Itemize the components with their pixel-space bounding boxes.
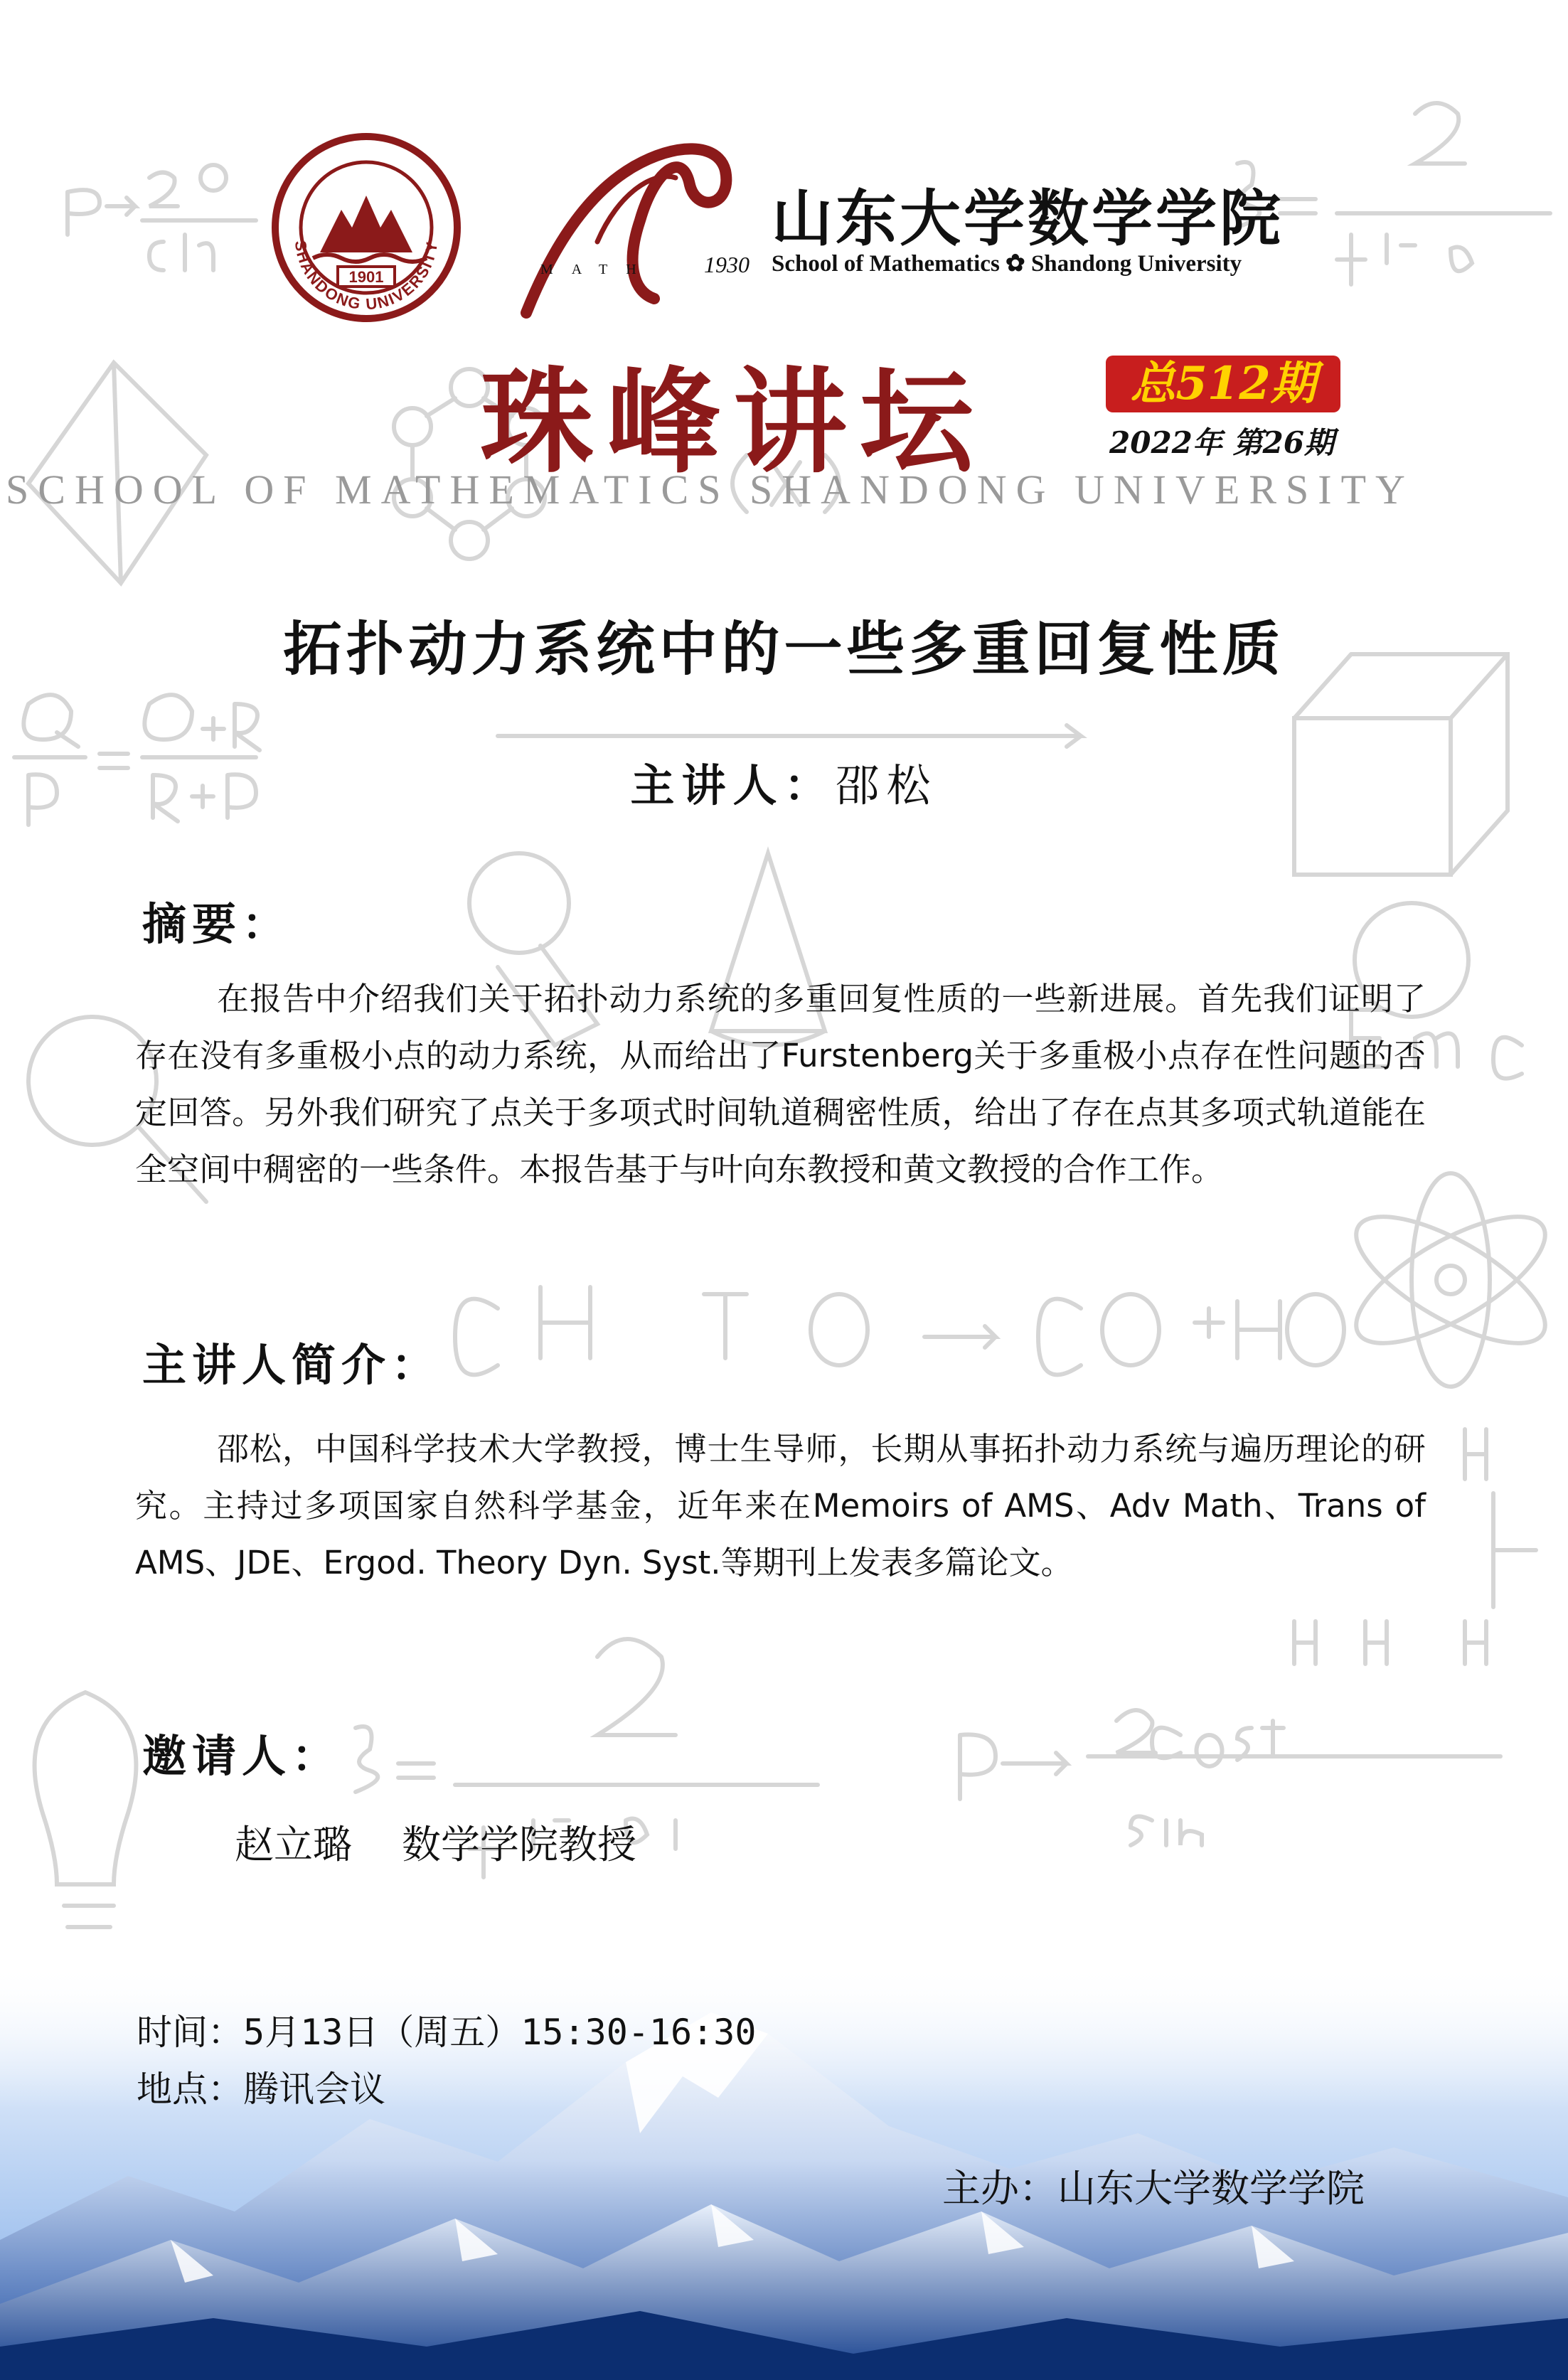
abstract-text: 在报告中介绍我们关于拓扑动力系统的多重回复性质的一些新进展。首先我们证明了存在没有多重极小点的动力系统，从而给出了Furstenberg关于多重极小点存在性问题的否定回答。另外我们研究了点关于多项式时间轨道稠密性质，给出了存在点其多项式轨道能在全空间中稠密的一些条件。本报告基于与叶向东教授和黄文教授的合作工作。 bbox=[135, 980, 1426, 1188]
svg-text:SHANDONG UNIVERSITY: SHANDONG UNIVERSITY bbox=[291, 239, 442, 314]
flower-bullet-icon: ✿ bbox=[1006, 251, 1025, 277]
abstract-heading: 摘要： bbox=[142, 898, 292, 950]
bio-text: 邵松，中国科学技术大学教授，博士生导师，长期从事拓扑动力系统与遍历理论的研究。主持过多项国家自然科学基金，近年来在Memoirs of AMS、Adv Math、Trans of AMS、JDE、Ergod. Theory Dyn. Syst.等期刊上发表多篇论文。 bbox=[135, 1430, 1426, 1581]
talk-title: 拓扑动力系统中的一些多重回复性质 bbox=[283, 616, 1285, 683]
event-time: 时间：5月13日（周五）15:30-16:30 bbox=[137, 2012, 757, 2053]
founding-year: 1930 bbox=[704, 252, 750, 277]
shandong-university-seal-icon bbox=[270, 132, 462, 324]
school-name-en: School of Mathematics ✿ Shandong University bbox=[772, 251, 1242, 277]
speaker-line bbox=[0, 750, 1568, 813]
forum-title: 珠峰讲坛 bbox=[480, 355, 987, 489]
inviter bbox=[235, 1813, 686, 1869]
speaker-label: 主讲人： bbox=[630, 759, 836, 811]
inviter-heading: 邀请人： bbox=[142, 1730, 342, 1782]
math-word: MATH bbox=[540, 262, 655, 277]
bio-heading: 主讲人简介： bbox=[142, 1339, 442, 1391]
svg-text:1901: 1901 bbox=[348, 268, 384, 286]
inviter-title: 数学学院教授 bbox=[402, 1822, 637, 1867]
math-flourish-logo-icon bbox=[512, 128, 740, 320]
speaker-name: 邵松 bbox=[835, 759, 938, 811]
school-name-cn: 山东大学数学学院 bbox=[772, 183, 1284, 255]
school-banner-en: SCHOOL OF MATHEMATICS SHANDONG UNIVERSITY bbox=[6, 466, 1414, 513]
event-location: 地点：腾讯会议 bbox=[137, 2069, 385, 2110]
event-organizer: 主办：山东大学数学学院 bbox=[942, 2166, 1365, 2211]
issue-total-badge: 总512期 bbox=[1106, 356, 1340, 412]
inviter-name: 赵立璐 bbox=[235, 1822, 353, 1867]
issue-year: 2022年 第26期 bbox=[1109, 425, 1334, 460]
